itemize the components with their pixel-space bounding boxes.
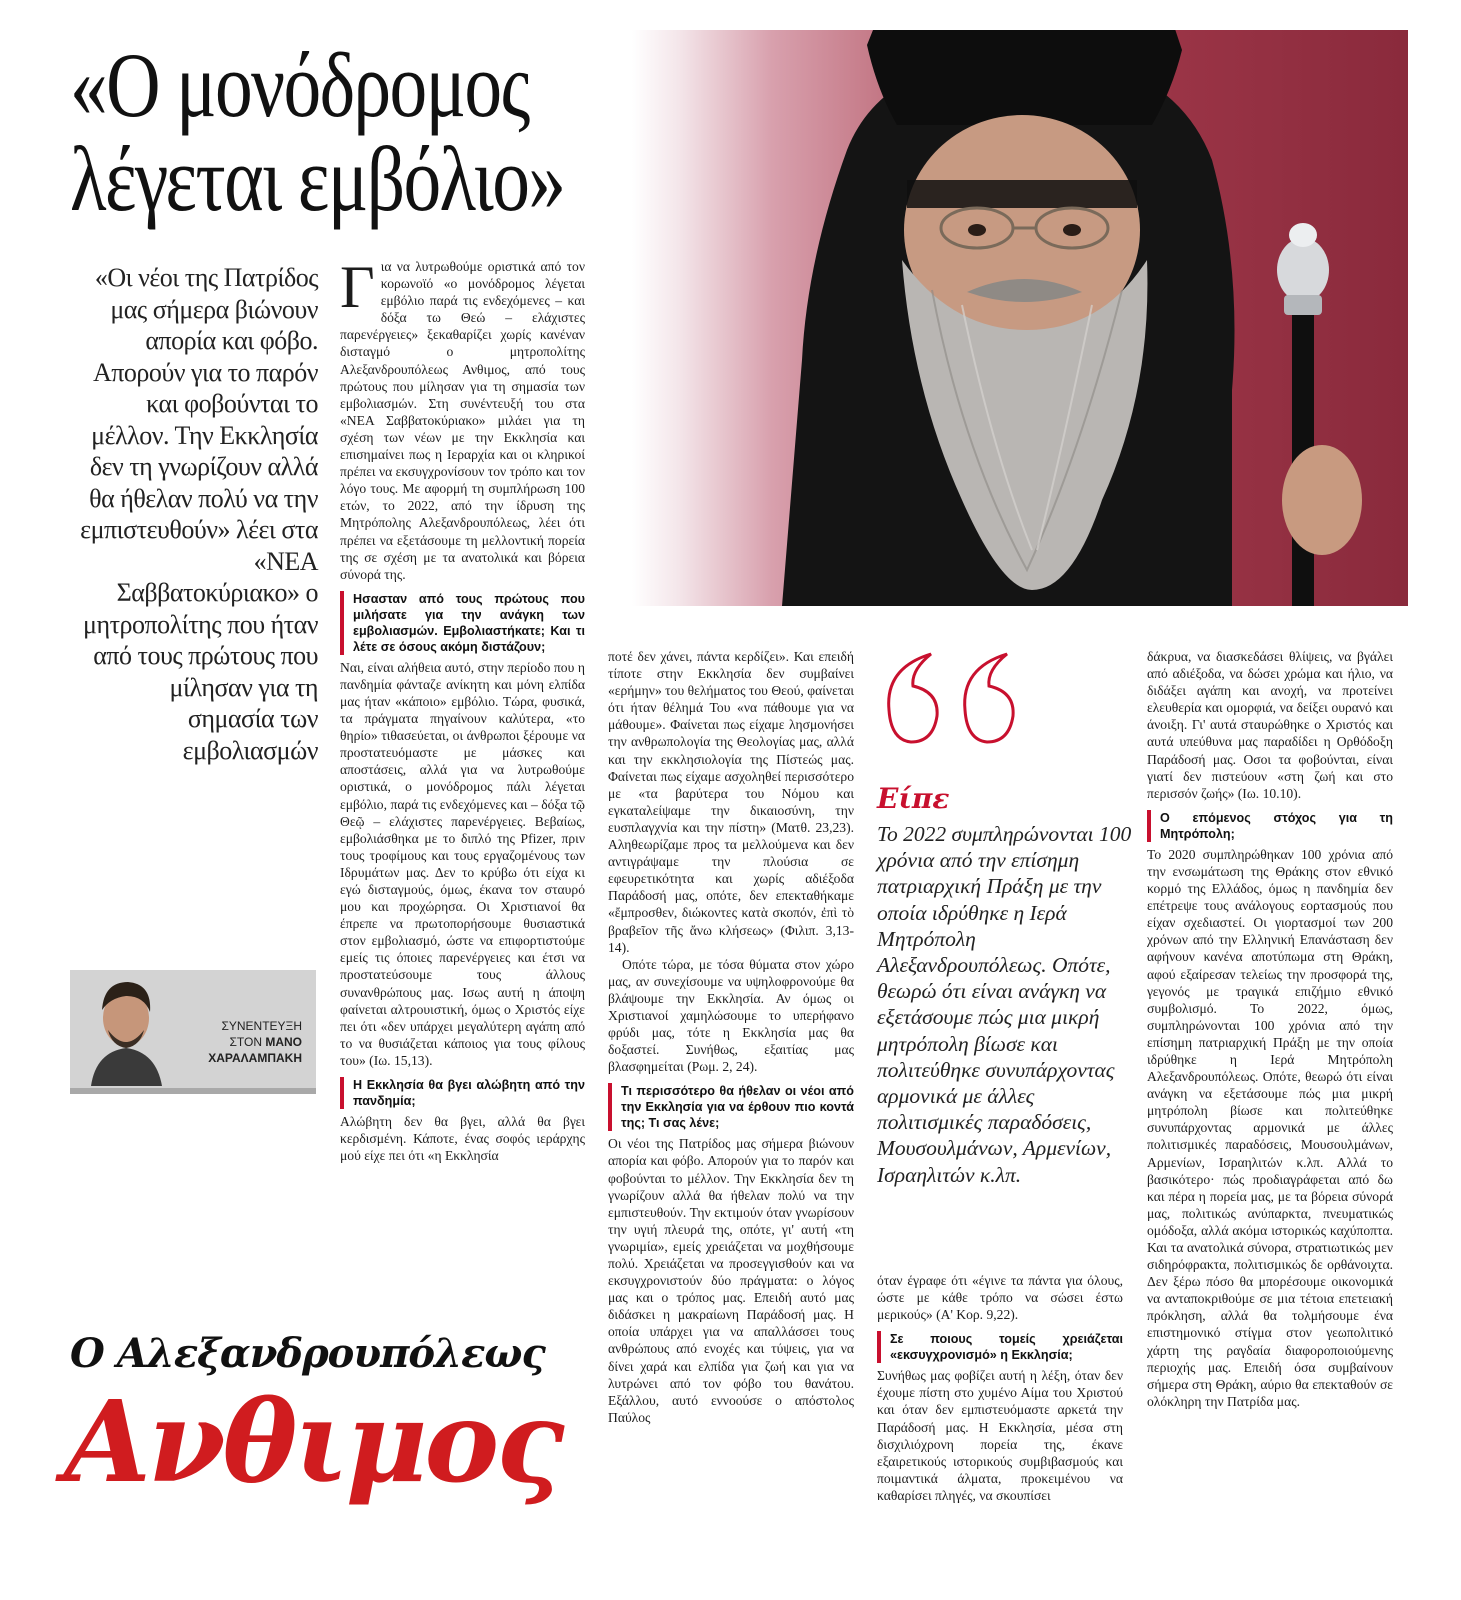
- headline: [70, 34, 565, 230]
- author-first-name: ΜΑΝΟ: [265, 1035, 302, 1049]
- quote-marks-icon: [877, 648, 1037, 748]
- quote-text: Το 2022 συμπληρώνονται 100 χρόνια από την επίσημη πατριαρχική Πράξη με την οποία ιδρύθηκε η Ιερά Μητρόπολη Αλεξανδρουπόλεως. Οπότε, θεωρώ ότι είναι ανάγκη να εξετάσουμε πώς μια μικρή μητρόπολη βίωσε και πολιτεύθηκε συνυπάρχοντας αρμονικά με άλλες πολιτισμικές παραδόσεις, Μουσουλμάνων, Αρμενίων, Ισραηλιτών κ.λπ.: [877, 822, 1132, 1187]
- author-line-2: ΣΤΟΝ ΜΑΝΟ: [229, 1035, 302, 1049]
- question-3: Τι περισσότερο θα ήθελαν οι νέοι από την Εκκλησία για να έρθουν πιο κοντά της; Τι σας λένε;: [608, 1083, 854, 1131]
- article-column-2: [608, 648, 854, 1426]
- quote-label: Είπε: [877, 782, 950, 815]
- author-photo: [86, 972, 166, 1086]
- pull-quote: «Οι νέοι της Πατρίδος μας σήμερα βιώνουν απορία και φόβο. Απορούν για το παρόν και φοβούνται το μέλλον. Την Εκκλησία δεν τη γνωρίζουν αλλά θα ήθελαν πολύ να την εμπιστευθούν» λέει στα «ΝΕΑ Σαββατοκύριακο» ο μητροπολίτης που ήταν από τους πρώτους που μίλησαν για τη σημασία των εμβολιασμών: [80, 263, 318, 765]
- answer-3: Οι νέοι της Πατρίδος μας σήμερα βιώνουν απορία και φόβο. Απορούν για το παρόν και φοβούνται το μέλλον. Την Εκκλησία δεν τη γνωρίζουν αλλά θα ήθελαν πολύ να την εμπιστευθούν. Την εκτιμούν όταν γνωρίσουν την υγιή πλευρά της, οπότε, γι' αυτή «τη γνωριμία», εμείς χρειάζεται να μοχθήσουμε πολύ. Χρειάζεται να προσεγγισθούν και να εκσυγχρονιστούν δύο πράγματα: ο λόγος μας και ο τρόπος μας. Επειδή αυτό μας διδάσκει η μακραίωνη Παράδοσή μας. Η οποία υπάρχει για να απαλλάσσει τους ανθρώπους από ενοχές και τύψεις, για να δίνει χαρά και ελπίδα για ζωή και για να λυτρώνει από τον φόβο του θανάτου. Εξάλλου, αυτό εννοούσε ο απόστολος Παύλος: [608, 1136, 854, 1425]
- portrait-photo: [632, 30, 1408, 606]
- drop-cap: Γ: [340, 254, 375, 320]
- article-intro: Για να λυτρωθούμε οριστικά από τον κορωνοϊό «ο μονόδρομος λέγεται εμβόλιο παρά τις ενδεχόμενες – και δόξα τω Θεώ – ελάχιστες παρενέργειες» ξεκαθαρίζει χωρίς κανέναν δισταγμό ο μητροπολίτης Αλεξανδρουπόλεως Ανθιμος, από τους πρώτους που μίλησαν για τη σημασία των εμβολιασμών. Στη συνέντευξή του στα «ΝΕΑ Σαββατοκύριακο» μιλάει για τη σχέση των νέων με την Εκκλησία και επισημαίνει πως η Ιεραρχία και οι κληρικοί πρέπει να εκσυγχρονίσουν τον τρόπο και τον λόγο τους. Με αφορμή τη συμπλήρωση 100 ετών, το 2022, από την ίδρυση της Μητρόπολης Αλεξανδρουπόλεως, λέει ότι πρέπει να εξετάσουμε τη μελλοντική πορεία της σε σχέση με τα ανατολικά και βόρεια σύνορά της.: [340, 254, 586, 582]
- highlight-quote: [877, 782, 1135, 1188]
- answer-2-paragraph-2: Οπότε τώρα, με τόσα θύματα στον χώρο μας, αν συνεχίσουμε να υψηλοφρονούμε θα βλάψουμε την Εκκλησία. Αν όμως οι Χριστιανοί χαμηλώσουμε το υπερήφανο φρύδι μας, τότε η Εκκλησία μας θα δοξαστεί. Συνήθως, εξαιτίας μας βλασφημείται (Ρωμ. 2, 24).: [608, 956, 854, 1075]
- author-box: [70, 970, 316, 1094]
- article-column-4: [1147, 648, 1393, 1410]
- headline-line-1: «Ο μονόδρομος: [70, 34, 529, 136]
- article-column-3: [877, 1272, 1123, 1504]
- headline-line-2: λέγεται εμβόλιο»: [70, 128, 565, 230]
- subject-title: Ο Αλεξανδρουπόλεως: [70, 1330, 545, 1377]
- answer-1: Ναι, είναι αλήθεια αυτό, στην περίοδο που η πανδημία φάνταζε ανίκητη και μόνη ελπίδα μας ήταν «κάποιο» εμβόλιο. Τώρα, φυσικά, τα πράγματα πηγαίνουν καλύτερα, «το θηρίο» τιθασεύεται, οι άνθρωποι ξέρουμε να προστατευόμαστε με μάσκες και αποστάσεις, αλλά για να λυτρωθούμε οριστικά, ο μονόδρομος πάλι λέγεται εμβόλιο, παρά τις ενδεχόμενες και – δόξα τῷ Θεῷ – ελάχιστες παρενέργειες. Βεβαίως, εμβολιάσθηκα με το διπλό της Pfizer, πριν τους τροφίμους και τους εργαζομένους των Ιδρυμάτων μας. Δεν το κρύβω ότι είχα κι εγώ δισταγμούς, όμως, έκανα τον σταυρό μου και προχώρησα. Οι Χριστιανοί θα έπρεπε να πρωτοπορήσουμε θυσιαστικά στον εμβολιασμό, ώστε να επιφορτιστούμε εμείς τις όποιες παρενέργειες και έτσι να προστατεύσουμε τους άλλους συνανθρώπους μας. Ισως αυτή η άποψη φαίνεται αλτρουιστική, όμως ο Χριστός είχε πει ότι «δεν υπάρχει μεγαλύτερη αγάπη από το να θυσιάζεται κάποιος για τους φίλους του» (Ιω. 15,13).: [340, 659, 585, 1068]
- question-5: Ο επόμενος στόχος για τη Μητρόπολη;: [1147, 810, 1393, 842]
- subject-name: Ανθιμος: [64, 1377, 562, 1508]
- answer-4-continued: δάκρυα, να διασκεδάσει θλίψεις, να βγάλει από αδιέξοδα, να δώσει χρώμα και ήλιο, να διδάξει αγάπη και ανοχή, να προτείνει ελευθερία και ομορφιά, να δείξει ουρανό και άνοιξη. Γι' αυτά σταυρώθηκε ο Χριστός και αυτά υπεύθυνα μας παραδίδει η Ορθόδοξη Παράδοσή μας. Οσοι τα φοβούνται, είναι γιατί δεν πιστεύουν «στη ζωή και στο περισσόν ζωής» (Ιω. 10.10).: [1147, 649, 1393, 801]
- answer-2: Αλώβητη δεν θα βγει, αλλά θα βγει κερδισμένη. Κάποτε, ένας σοφός ιεράρχης μού είχε πει ότι «η Εκκλησία: [340, 1114, 585, 1164]
- answer-2-continued: ποτέ δεν χάνει, πάντα κερδίζει». Και επειδή τίποτε στην Εκκλησία δεν συμβαίνει «ερήμην» του θελήματος του Θεού, φαίνεται ότι ήταν θέλημά Του «να πάθουμε για να μάθουμε». Φαίνεται πως είχαμε λησμονήσει την ανθρωπολογία της Θεολογίας μας, αλλά και την εκκλησιολογία της Πίστεώς μας. Φαίνεται πως είχαμε ασχοληθεί περισσότερο με «τα βαρύτερα του Νόμου και εγκαταλείψαμε την δικαιοσύνη, την ευσπλαγχνία και την πίστη» (Ματθ. 23,23). Αληθεωρίζαμε προς τα μελλούμενα και δεν αντιγράψαμε την πλούσια σε εφευρετικότητα και χωρίς αδιέξοδα Παράδοσή μας, οπότε, δεν επεκταθήκαμε «ἔμπροσθεν, διώκοντες κατὰ σκοπόν, ἐπὶ τὸ βραβεῖον τῆς ἄνω κλήσεως» (Φιλιπ. 3,13-14).: [608, 649, 854, 955]
- question-2: Η Εκκλησία θα βγει αλώβητη από την πανδημία;: [340, 1077, 585, 1109]
- author-surname: ΧΑΡΑΛΑΜΠΑΚΗ: [208, 1051, 302, 1065]
- author-line-1: ΣΥΝΕΝΤΕΥΞΗ: [221, 1019, 302, 1033]
- question-1: Ησασταν από τους πρώτους που μιλήσατε για την ανάγκη των εμβολιασμών. Εμβολιαστήκατε; Και τι λέτε σε όσους ακόμη διστάζουν;: [340, 591, 585, 655]
- question-4: Σε ποιους τομείς χρειάζεται «εκσυγχρονισμό» η Εκκλησία;: [877, 1331, 1123, 1363]
- author-credit: [208, 1018, 302, 1066]
- portrait-illustration: [632, 30, 1408, 606]
- article-column-1: [340, 254, 586, 1164]
- answer-5: Το 2020 συμπληρώθηκαν 100 χρόνια από την ενσωμάτωση της Θράκης στον εθνικό κορμό της Ελλάδος, όμως η πανδημία δεν επέτρεψε τους ανάλογους εορτασμούς που είχαν σχεδιαστεί. Οι γιορτασμοί των 200 χρόνων από την Ελληνική Επανάσταση δεν αφήνουν κανένα αποτύπωμα στη Θράκη, αφού εξαίρεσαν τελείως την προσφορά της, γεγονός με τραγικά επιζήμιο εθνικό συμβολισμό. Το 2022, όμως, συμπληρώνονται 100 χρόνια από την επίσημη πατριαρχική Πράξη με την οποία ιδρύθηκε η Ιερά Μητρόπολη Αλεξανδρουπόλεως. Οπότε, θεωρώ ότι είναι ανάγκη να εξετάσουμε πώς μια μικρή μητρόπολη βίωσε και πολιτεύθηκε συνυπάρχοντας αρμονικά με άλλες πολιτισμικές παραδόσεις, Μουσουλμάνων, Αρμενίων, Ισραηλιτών κ.λπ. Αλλά το βασικότερο· πώς προδιαγράφεται από δω και πέρα η πορεία μας, με τα βόρεια σύνορά μας, πολιτικώς ανύπαρκτα, πνευματικώς ομόδοξα, αλλά ακόμα ιστορικώς καχύποπτα. Και τα ανατολικά σύνορα, στρατιωτικώς μεν σιδηρόφρακτα, πολιτισμικώς δε ορθάνοιχτα. Δεν ξέρω πόσο θα μπορέσουμε οικονομικά να ανταποκριθούμε σε μια τέτοια επετειακή πρόκληση, αλλά θα τολμήσουμε ένα επιστημονικό στίγμα στον γεωπολιτικό χάρτη της ραγδαία διαφοροποιούμενης περιοχής μας. Επειδή όσα συμβαίνουν σήμερα στη Θράκη, αύριο θα επεκταθούν σε ολόκληρη την Πατρίδα μας.: [1147, 846, 1393, 1409]
- answer-3-continued: όταν έγραφε ότι «έγινε τα πάντα για όλους, ώστε με κάθε τρόπο να σώσει έστω μερικούς» (Α' Κορ. 9,22).: [877, 1273, 1123, 1323]
- answer-4: Συνήθως μας φοβίζει αυτή η λέξη, όταν δεν έχουμε πίστη στο χυμένο Αίμα του Χριστού και όταν δεν εμπιστευόμαστε αρκετά την Παράδοσή μας. Η Εκκλησία, μέσα στη δισχιλιόχρονη πορεία της, έκανε εξαιρετικούς ιστορικούς συμβιβασμούς και ποιμαντικά άλματα, προκειμένου να καθαρίσει πληγές, να σκουπίσει: [877, 1368, 1123, 1503]
